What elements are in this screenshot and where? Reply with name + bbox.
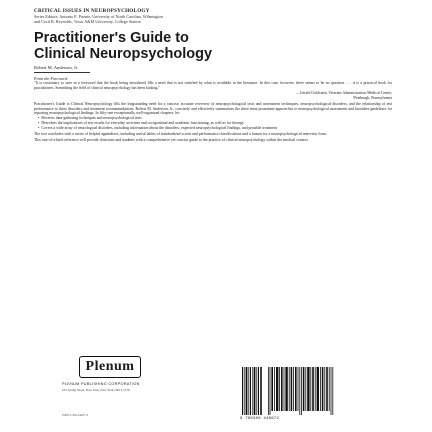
series-editors-line: and Cecil R. Reynolds, Texas A&M University, College Station	[34, 19, 141, 24]
feature-item: • Reviews data-gathering techniques and neuropsychological tests	[38, 116, 392, 121]
quote-author: —Gerald Goldstein, Veterans Administration Medical Center,	[295, 90, 392, 95]
publisher-address: 233 Spring Street, New York, New York 10013-1578	[62, 388, 130, 392]
book-title	[34, 30, 392, 62]
description-intro: Practitioner's Guide to Clinical Neuropsychology fills the longstanding need for a concise, accurate overview of neuropsychological tests and assessment techniques, neuropsychological disorders, and the relationship of test performance to these disorders and treatment recommendations. Robert M. Anderson, Jr., concisely and effectively summarizes the three most prominent approaches to neuropsychological assessment and furnishes guidelines for reporting neuropsychological findings. In fifty-one exceptionally well-organized chapters, he:	[34, 101, 392, 116]
publisher-logo-text: Plenum	[85, 359, 135, 374]
description-closing: The text concludes with a series of helpful appendixes, including useful tables of standardized scores and performance classifications and a format for a neuropsychological interview form.	[34, 132, 327, 137]
foreword-quote	[34, 81, 392, 101]
price-barcode	[242, 367, 262, 415]
book-author: Robert M. Anderson, Jr.	[34, 65, 90, 73]
feature-item: • Describes the implications of test results for everyday activities and occupational and academic functioning, as well as for therapy	[38, 121, 392, 126]
publisher-logo	[79, 356, 141, 378]
publisher-name: PLENUM PUBLISHING CORPORATION	[62, 382, 140, 386]
description	[34, 102, 392, 143]
foreword-quote-text: "It is customary to note in a foreword that the book being introduced fills a need that is not satisfied by what is available in the literature. In this case, however, there seems to be no question . . . it is a practical book for practitioners. Something the field of clinical neuropsychology has been lacking."	[34, 81, 392, 90]
feature-item: • Covers a wide array of neurological disorders, including information about the disorders, expected neuropsychological findings, and possible treatment	[38, 126, 392, 131]
book-title-line: Clinical Neuropsychology	[34, 46, 213, 62]
quote-place: Pittsburgh, Pennsylvania	[353, 95, 392, 100]
publisher-zone	[34, 353, 392, 428]
feature-list	[34, 116, 392, 131]
description-closing: This one-of-a-kind reference will provide clinicians and students with a comprehensive yet concise guide to the practice of clinical neuropsychology within the medical context.	[34, 137, 309, 142]
book-title-line: Practitioner's Guide to	[34, 30, 189, 46]
isbn-barcode	[268, 367, 334, 415]
isbn-note: ISBN 0-306-44467-X	[62, 413, 89, 417]
isbn-digits: 9 780306 446672	[240, 417, 280, 421]
foreword-heading: From the Foreword:	[34, 76, 69, 81]
series-info	[34, 8, 392, 24]
series-title: CRITICAL ISSUES IN NEUROPSYCHOLOGY	[34, 8, 150, 14]
series-editors-line: Series Editors: Antonio E. Puente, University of North Carolina, Wilmington	[34, 14, 163, 19]
back-cover	[34, 8, 392, 428]
